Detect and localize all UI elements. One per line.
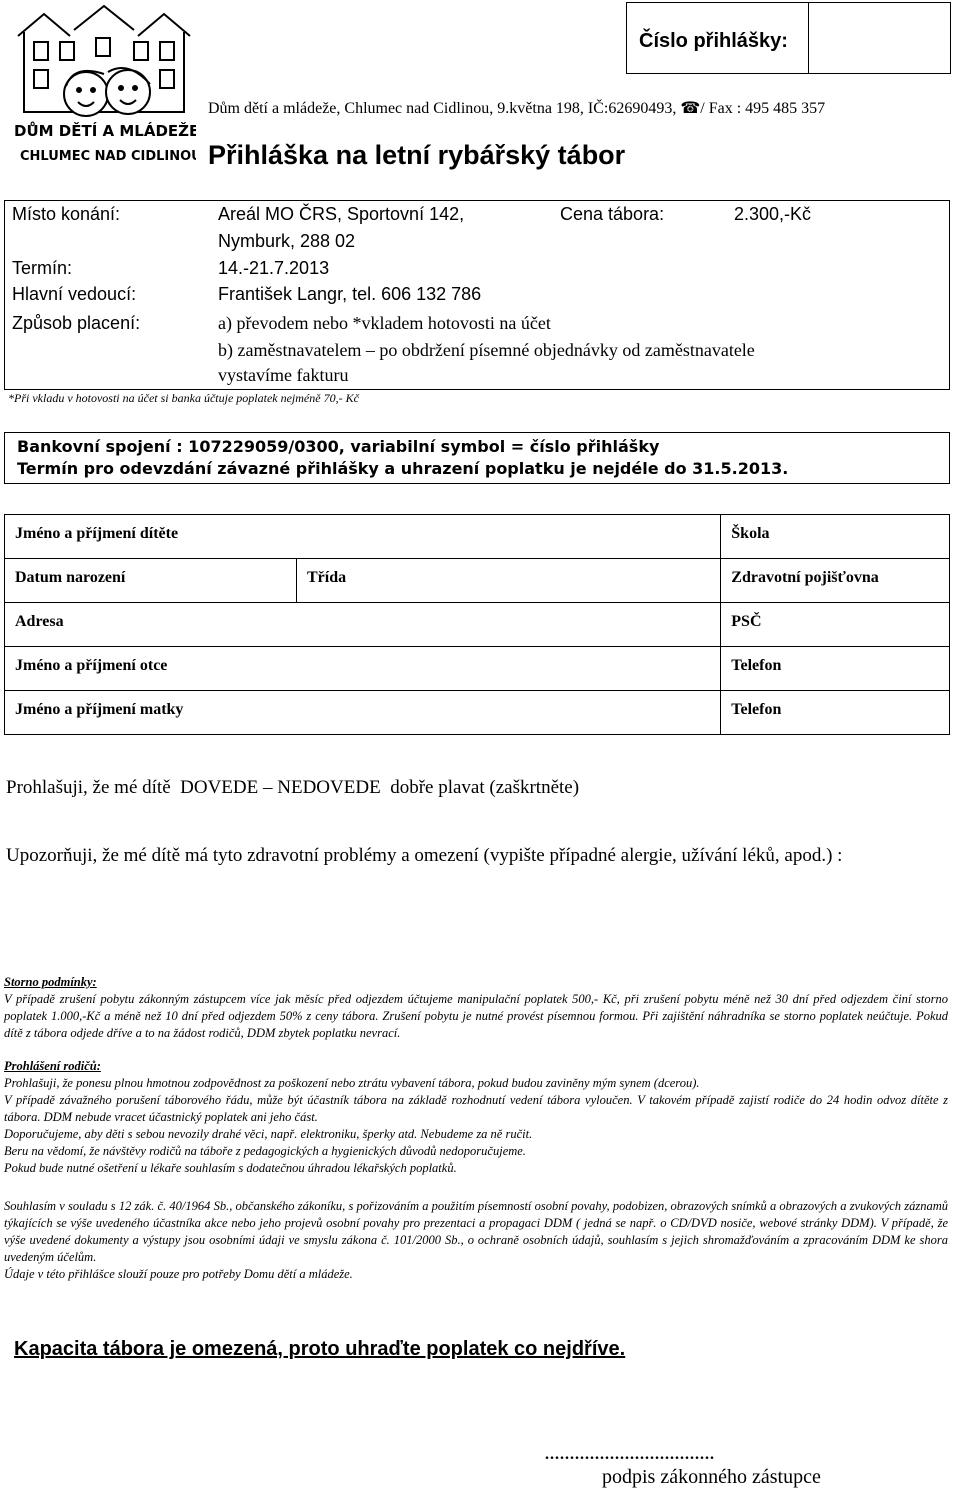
insurance-field[interactable] — [721, 559, 950, 603]
declaration-p2: V případě závažného porušení táborového řádu, může být účastník tábora na základě rozhodnutí vedení tábora vyloučen. V takovém případě zajistí rodiče do 24 hodin odvoz dítěte z tábora. DDM nebude vracet účastnický poplatek ani jeho část. — [4, 1093, 948, 1124]
consent-text-2: Údaje v této přihlášce slouží pouze pro potřeby Domu dětí a mládeže. — [4, 1267, 353, 1281]
swim-declaration — [6, 776, 579, 800]
swim-option-cannot[interactable]: NEDOVEDE — [277, 777, 381, 798]
logo-text-2: CHLUMEC NAD CIDLINOU — [20, 149, 196, 164]
father-phone-field[interactable] — [721, 647, 950, 691]
capacity-notice: Kapacita tábora je omezená, proto uhraďte poplatek co nejdříve. — [14, 1338, 626, 1360]
payment-option-b: b) zaměstnavatelem – po obdržení písemné objednávky od zaměstnavatele — [218, 340, 755, 360]
date-label: Termín: — [12, 258, 73, 278]
table-row — [5, 691, 950, 735]
organization-line: Dům dětí a mládeže, Chlumec nad Cidlinou, 9.května 198, IČ:62690493, ☎/ Fax : 495 485 357 — [208, 100, 826, 117]
table-row — [5, 559, 950, 603]
child-name-field[interactable] — [5, 515, 721, 559]
declaration-p4: Beru na vědomí, že návštěvy rodičů na táboře z pedagogických a hygienických důvodů nedoporučujeme. — [4, 1144, 526, 1158]
child-name-label: Jméno a příjmení dítěte — [15, 525, 179, 542]
table-row — [5, 515, 950, 559]
mother-label: Jméno a příjmení matky — [15, 701, 184, 718]
payment-label: Způsob placení: — [12, 313, 141, 333]
declaration-p3: Doporučujeme, aby děti s sebou nevozily drahé věci, např. elektroniku, šperky atd. Nebudeme za ně ručit. — [4, 1127, 533, 1141]
date-value: 14.-21.7.2013 — [218, 258, 330, 278]
page-title: Přihláška na letní rybářský tábor — [208, 140, 626, 170]
swim-dash: – — [263, 777, 273, 798]
bank-box — [4, 432, 950, 484]
table-row — [5, 647, 950, 691]
place-value-1: Areál MO ČRS, Sportovní 142, — [218, 204, 465, 224]
payment-option-a: a) převodem nebo *vkladem hotovosti na účet — [218, 313, 551, 333]
school-field[interactable] — [721, 515, 950, 559]
birth-date-field[interactable] — [5, 559, 297, 603]
swim-suffix: dobře plavat (zaškrtněte) — [390, 777, 580, 798]
class-label: Třída — [307, 569, 347, 586]
father-label: Jméno a příjmení otce — [15, 657, 168, 674]
swim-prefix: Prohlašuji, že mé dítě — [6, 777, 171, 798]
bank-connection: Bankovní spojení : 107229059/0300, variabilní symbol = číslo přihlášky — [17, 437, 660, 456]
price-value: 2.300,-Kč — [734, 204, 812, 224]
signature-dots[interactable]: .................................. — [545, 1446, 715, 1463]
storno-text-2: Při zajištění náhradníka se storno poplatek neúčtuje. Pokud dítě z tábora odjede dříve a to na žádost rodičů, DDM zbytek poplatku nevrací. — [4, 1009, 948, 1040]
parent-declaration — [4, 1058, 948, 1177]
mother-phone-field[interactable] — [721, 691, 950, 735]
place-value-2: Nymburk, 288 02 — [218, 231, 356, 251]
place-label: Místo konání: — [12, 204, 121, 224]
leader-label: Hlavní vedoucí: — [12, 284, 137, 304]
declaration-heading: Prohlášení rodičů: — [4, 1059, 101, 1073]
zip-label: PSČ — [731, 613, 762, 630]
application-number-field[interactable] — [809, 3, 950, 73]
zip-field[interactable] — [721, 603, 950, 647]
storno-section — [4, 974, 948, 1042]
table-row — [5, 603, 950, 647]
logo-graphic — [4, 2, 196, 178]
application-number-box — [626, 2, 951, 74]
child-form — [4, 514, 950, 735]
declaration-p1: Prohlašuji, že ponesu plnou hmotnou zodpovědnost za poškození nebo ztrátu vybavení tábora, pokud budou zaviněny mým synem (dcerou). — [4, 1076, 700, 1090]
storno-text-1: V případě zrušení pobytu zákonným zástupcem více jak měsíc před odjezdem účtujeme manipulační poplatek 500,- Kč, při zrušení pobytu méně než 30 dní před odjezdem činí storno poplatek 1.000,-Kč a méně než 10 dní před odjezdem 50% z ceny tábora. Zrušení pobytu je nutné provést písemnou formou. — [4, 992, 948, 1023]
phone-label: Telefon — [731, 701, 782, 718]
insurance-label: Zdravotní pojišťovna — [731, 569, 879, 586]
birth-date-label: Datum narození — [15, 569, 126, 586]
storno-heading: Storno podmínky: — [4, 975, 97, 989]
logo-text-1: DŮM DĚTÍ A MLÁDEŽE — [14, 122, 196, 140]
mother-field[interactable] — [5, 691, 721, 735]
swim-option-can[interactable]: DOVEDE — [180, 777, 259, 798]
address-field[interactable] — [5, 603, 721, 647]
consent-text: Souhlasím v souladu s 12 zák. č. 40/1964 Sb., občanského zákoníku, s pořizováním a použitím písemností osobní povahy, podobizen, obrazových snímků a obrazových a zvukových záznamů týkajících se výše uvedeného účastníka akce nebo jeho projevů osobní povahy pro prezentaci a propagaci DDM ( jedná se např. o CD/DVD nosiče, webové stránky DDM). V případě, že výše uvedené dokumenty a výstupy jsou osobními údaji ve smyslu zákona č. 101/2000 Sb., o ochraně osobních údajů, souhlasím s jejich shromažďováním a zpracováním DDM ke shora uvedeným účelům. — [4, 1199, 948, 1264]
deadline: Termín pro odevzdání závazné přihlášky a uhrazení poplatku je nejdéle do 31.5.2013. — [17, 459, 789, 478]
cash-deposit-note: *Při vkladu v hotovosti na účet si banka účtuje poplatek nejméně 70,- Kč — [8, 391, 359, 405]
school-label: Škola — [731, 525, 770, 542]
class-field[interactable] — [297, 559, 721, 603]
father-field[interactable] — [5, 647, 721, 691]
consent-section — [4, 1198, 948, 1283]
declaration-p5: Pokud bude nutné ošetření u lékaře souhlasím s dodatečnou úhradou lékařských poplatků. — [4, 1161, 457, 1175]
phone-label: Telefon — [731, 657, 782, 674]
price-label: Cena tábora: — [560, 204, 665, 224]
application-number-label: Číslo přihlášky: — [627, 3, 809, 73]
health-declaration: Upozorňuji, že mé dítě má tyto zdravotní problémy a omezení (vypište případné alergie, užívání léků, apod.) : — [6, 845, 843, 866]
leader-value: František Langr, tel. 606 132 786 — [218, 284, 482, 304]
payment-option-b-cont: vystavíme fakturu — [218, 365, 349, 385]
logo — [4, 2, 196, 178]
address-label: Adresa — [15, 613, 64, 630]
signature-label: podpis zákonného zástupce — [602, 1466, 821, 1488]
